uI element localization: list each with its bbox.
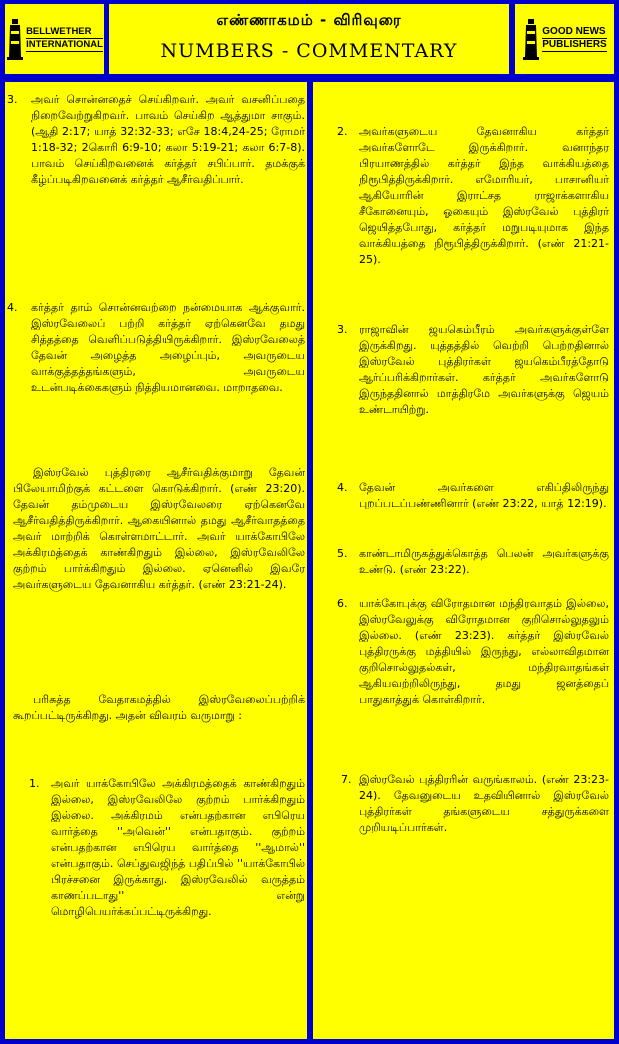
logo-right-line2: PUBLISHERS: [542, 39, 607, 50]
left-item-4: 4. கர்த்தர் தாம் சொன்னவற்றை நன்மையாக ஆக்குவார். இஸ்ரவேலைப் பற்றி கர்த்தர் ஏற்கெனவே தமது சித்தத்தை வெளிப்படுத்தியிருக்கிறார். இஸ்ரவேலைத் தேவன் அழைத்த அழைப்பும், அவருடைய வாக்குத்தத்தங்களும், அவருடைய உடன்படிக்கைகளும் நித்தியமானவை. மாறாதவை.: [7, 301, 305, 394]
title-english: NUMBERS - COMMENTARY: [160, 40, 458, 62]
item-text: யாக்கோபுக்கு விரோதமான மந்திரவாதம் இல்லை, இஸ்ரவேலுக்கு விரோதமான குறிசொல்லுதலும் இல்லை. (எண் 23:23). கர்த்தர் இஸ்ரவேல் புத்திரருக்கு மத்தியில் இருந்து, எல்லாவிதமான குறிசொல்லுதல்கள், மந்திரவாதங்கள் ஆகியவற்றிலிருந்து, தமது ஜனத்தைப் பாதுகாத்துக் கொள்கிறார்.: [359, 597, 609, 706]
header-title: [109, 4, 509, 74]
left-paragraph-intro: [13, 692, 305, 724]
item-text: இஸ்ரவேல் புத்திரரின் வருங்காலம். (எண் 23:23-24). தேவனுடைய உதவியினால் இஸ்ரவேல் புத்திரர்கள் தங்களுடைய சத்துருக்களை முறியடிப்பார்கள்.: [359, 773, 609, 834]
right-item-2: 2. அவர்களுடைய தேவனாகிய கர்த்தர் அவர்களோடே இருக்கிறார். வனாந்தர பிரயாணத்தில் கர்த்தர் இந்த வாக்கியத்தை நிரூபித்திருக்கிறார். எமோரியர், பாசானியர் ஆகியோரின் இராட்சத ராஜாக்களாகிய சீகோனையும், ஓகையும் இஸ்ரவேல் புத்திரர் ஜெயித்தபோது, கர்த்தர் மறுபடியுமாக இந்த வாக்கியத்தை நிரூபித்திருக்கிறார். (எண் 21:21-25).: [337, 125, 609, 266]
logo-left-line1: BELLWETHER: [26, 26, 103, 39]
item-text: அவர் சொன்னதைச் செய்கிறவர். அவர் வசனிப்பதை நிறைவேற்றுகிறவர். பாவம் செய்கிற ஆத்துமா சாகும். (ஆதி 2:17; யாத் 32:32-33; எசே 18:4,24-25; ரோமர் 1:18-32; 2கொரி 6:9-10; கலா 5:19-21; கலா 6:7-8). பாவம் செய்கிறவனைக் கர்த்தர் சபிப்பார். தமக்குக் கீழ்ப்படிகிறவனைக் கர்த்தர் ஆசீர்வதிப்பார்.: [31, 93, 305, 186]
lighthouse-icon: [6, 17, 24, 61]
right-item-3: 3. ராஜாவின் ஜயகெம்பீரம் அவர்களுக்குள்ளே இருக்கிறது. யுத்தத்தில் வெற்றி பெற்றதினால் இஸ்ரவேல் புத்திரர்கள் ஜயகெம்பீரத்தோடு ஆர்ப்பரிக்கிறார்கள். கர்த்தர் அவர்களோடு இருந்ததினால் மாத்திரமே அவர்களுக்கு ஜெயம் உண்டாயிற்று.: [337, 323, 609, 416]
item-text: அவர் யாக்கோபிலே அக்கிரமத்தைக் காண்கிறதும் இல்லை, இஸ்ரவேலிலே குற்றம் பார்க்கிறதும் இல்லை. அக்கிரமம் என்பதற்கான எபிரெய வார்த்தை ''அவென்'' என்பதாகும். குற்றம் என்பதற்கான எபிரெய வார்த்தை ''ஆமால்'' என்பதாகும். செப்துவஜிந்த் பதிப்பில் ''யாக்கோபில் பிரச்சனை இருக்காது. இஸ்ரவேலில் வருத்தம் காணப்படாது'' என்று மொழிபெயர்க்கப்பட்டிருக்கிறது.: [51, 777, 305, 918]
lighthouse-icon: [522, 17, 540, 61]
item-text: கர்த்தர் தாம் சொன்னவற்றை நன்மையாக ஆக்குவார். இஸ்ரவேலைப் பற்றி கர்த்தர் ஏற்கெனவே தமது சித்தத்தை வெளிப்படுத்தியிருக்கிறார். இஸ்ரவேலைத் தேவன் அழைத்த அழைப்பும், அவருடைய வாக்குத்தத்தங்களும், அவருடைய உடன்படிக்கைகளும் நித்தியமானவை. மாறாதவை.: [31, 301, 305, 394]
item-text: ராஜாவின் ஜயகெம்பீரம் அவர்களுக்குள்ளே இருக்கிறது. யுத்தத்தில் வெற்றி பெற்றதினால் இஸ்ரவேல் புத்திரர்கள் ஜயகெம்பீரத்தோடு ஆர்ப்பரிக்கிறார்கள். கர்த்தர் அவர்களோடு இருந்ததினால் மாத்திரமே அவர்களுக்கு ஜெயம் உண்டாயிற்று.: [359, 323, 609, 416]
logo-right-line1: GOOD NEWS: [542, 26, 606, 37]
paragraph-text: இஸ்ரவேல் புத்திரரை ஆசீர்வதிக்குமாறு தேவன் பிலேயாமிற்குக் கட்டளை கொடுக்கிறார். (எண் 23:20). தேவன் தம்முடைய இஸ்ரவேலரை ஏற்கெனவே ஆசீர்வதித்திருக்கிறார். ஆகையினால் தமது ஆசீர்வாதத்தை அவர் மாற்றிக் கொள்ளமாட்டார். அவர் யாக்கோபிலே அக்கிரமத்தைக் காண்கிறதும் இல்லை, இஸ்ரவேலிலே குற்றம் பார்க்கிறதும் இல்லை. ஏனெனில் இவரே அவர்களுடைய தேவனாகிய கர்த்தர். (எண் 23:21-24).: [13, 466, 305, 591]
right-column: [313, 82, 614, 1039]
right-item-6: 6. யாக்கோபுக்கு விரோதமான மந்திரவாதம் இல்லை, இஸ்ரவேலுக்கு விரோதமான குறிசொல்லுதலும் இல்லை. (எண் 23:23). கர்த்தர் இஸ்ரவேல் புத்திரருக்கு மத்தியில் இருந்து, எல்லாவிதமான குறிசொல்லுதல்கள், மந்திரவாதங்கள் ஆகியவற்றிலிருந்து, தமது ஜனத்தைப் பாதுகாத்துக் கொள்கிறார்.: [337, 597, 609, 706]
item-text: காண்டாமிருகத்துக்கொத்த பெலன் அவர்களுக்கு உண்டு. (எண் 23:22).: [359, 547, 609, 576]
paragraph-text: பரிசுத்த வேதாகமத்தில் இஸ்ரவேலைப்பற்றிக் கூறப்பட்டிருக்கிறது. அதன் விவரம் வருமாறு :: [13, 693, 305, 722]
left-item-1: 1. அவர் யாக்கோபிலே அக்கிரமத்தைக் காண்கிறதும் இல்லை, இஸ்ரவேலிலே குற்றம் பார்க்கிறதும் இல்லை. அக்கிரமம் என்பதற்கான எபிரெய வார்த்தை ''அவென்'' என்பதாகும். குற்றம் என்பதற்கான எபிரெய வார்த்தை ''ஆமால்'' என்பதாகும். செப்துவஜிந்த் பதிப்பில் ''யாக்கோபில் பிரச்சனை இருக்காது. இஸ்ரவேலில் வருத்தம் காணப்படாது'' என்று மொழிபெயர்க்கப்பட்டிருக்கிறது.: [29, 777, 305, 918]
logo-left-line2: INTERNATIONAL: [26, 39, 103, 50]
left-item-3: 3. அவர் சொன்னதைச் செய்கிறவர். அவர் வசனிப்பதை நிறைவேற்றுகிறவர். பாவம் செய்கிற ஆத்துமா சாகும். (ஆதி 2:17; யாத் 32:32-33; எசே 18:4,24-25; ரோமர் 1:18-32; 2கொரி 6:9-10; கலா 5:19-21; கலா 6:7-8). பாவம் செய்கிறவனைக் கர்த்தர் சபிப்பார். தமக்குக் கீழ்ப்படிகிறவனைக் கர்த்தர் ஆசீர்வதிப்பார்.: [7, 93, 305, 186]
left-column: [5, 82, 307, 1039]
title-tamil: எண்ணாகமம் - விரிவுரை: [216, 11, 402, 29]
right-item-5: 5. காண்டாமிருகத்துக்கொத்த பெலன் அவர்களுக்கு உண்டு. (எண் 23:22).: [337, 547, 609, 576]
left-paragraph-blessing: [13, 465, 305, 593]
bellwether-logo: [5, 4, 104, 74]
right-item-7: 7. இஸ்ரவேல் புத்திரரின் வருங்காலம். (எண் 23:23-24). தேவனுடைய உதவியினால் இஸ்ரவேல் புத்திரர்கள் தங்களுடைய சத்துருக்களை முறியடிப்பார்கள்.: [341, 773, 609, 834]
right-item-4: 4. தேவன் அவர்களை எகிப்திலிருந்து புறப்படப்பண்ணினார் (எண் 23:22, யாத் 12:19).: [337, 481, 609, 510]
item-text: அவர்களுடைய தேவனாகிய கர்த்தர் அவர்களோடே இருக்கிறார். வனாந்தர பிரயாணத்தில் கர்த்தர் இந்த வாக்கியத்தை நிரூபித்திருக்கிறார். எமோரியர், பாசானியர் ஆகியோரின் இராட்சத ராஜாக்களாகிய சீகோனையும், ஓகையும் இஸ்ரவேல் புத்திரர் ஜெயித்தபோது, கர்த்தர் மறுபடியுமாக இந்த வாக்கியத்தை நிரூபித்திருக்கிறார். (எண் 21:21-25).: [359, 125, 609, 266]
good-news-logo: [515, 4, 614, 74]
item-text: தேவன் அவர்களை எகிப்திலிருந்து புறப்படப்பண்ணினார் (எண் 23:22, யாத் 12:19).: [359, 481, 609, 510]
